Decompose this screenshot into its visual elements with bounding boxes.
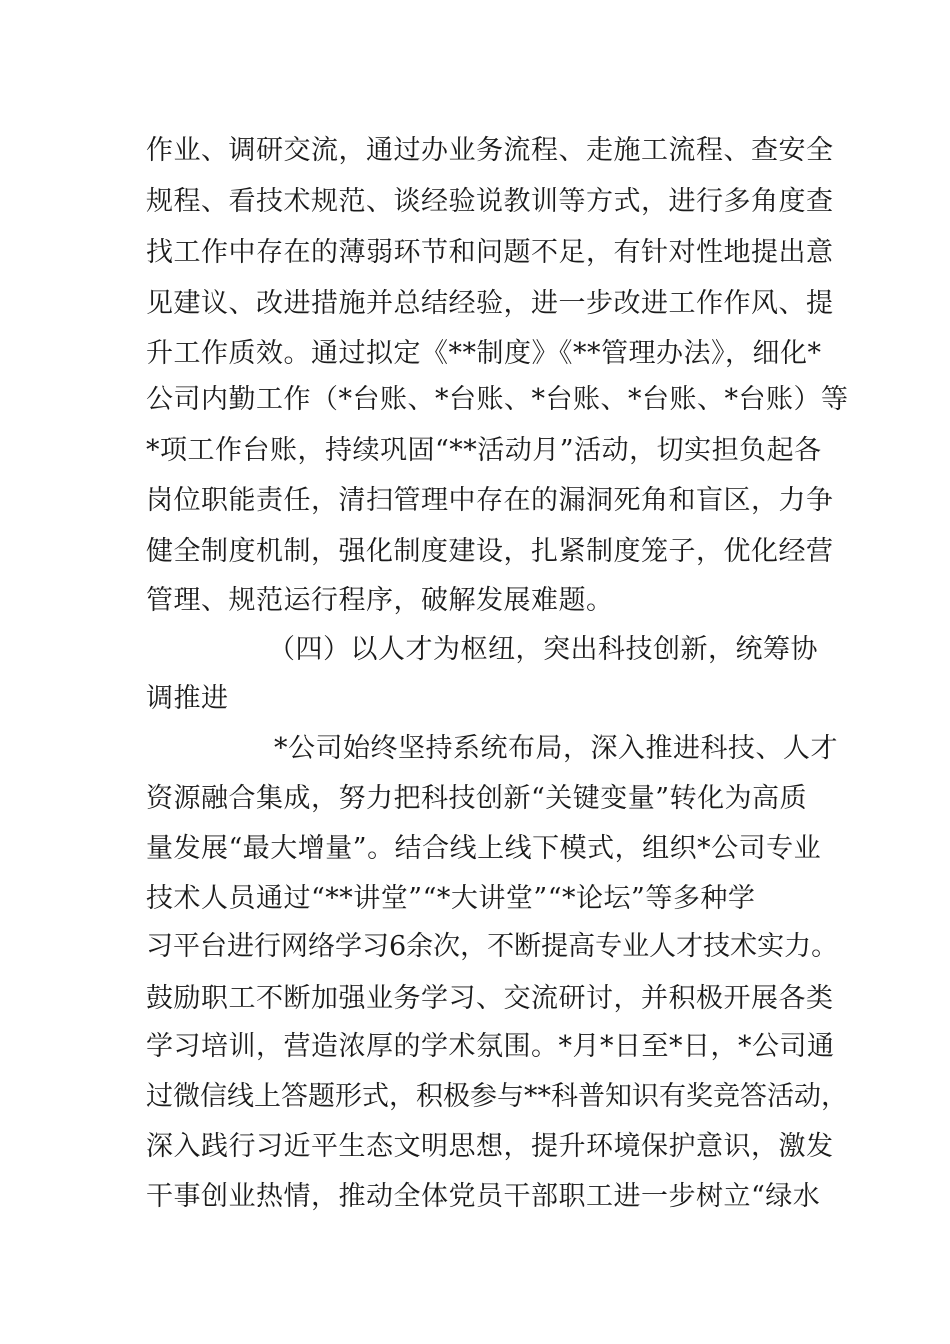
section-heading-line-1: （四）以人才为枢纽，突出科技创新，统筹协 — [268, 634, 818, 665]
paragraph-line-13: 量发展“最大增量”。结合线上线下模式，组织*公司专业 — [146, 833, 822, 864]
paragraph-line-6: 公司内勤工作（*台账、*台账、*台账、*台账、*台账）等 — [146, 384, 849, 415]
paragraph-line-11: *公司始终坚持系统布局，深入推进科技、人才 — [274, 733, 838, 764]
paragraph-line-9: 健全制度机制，强化制度建设，扎紧制度笼子，优化经营 — [146, 536, 834, 567]
paragraph-line-4: 见建议、改进措施并总结经验，进一步改进工作作风、提 — [146, 288, 834, 319]
paragraph-line-19: 深入践行习近平生态文明思想，提升环境保护意识，激发 — [146, 1131, 834, 1162]
paragraph-line-17: 学习培训，营造浓厚的学术氛围。*月*日至*日，*公司通 — [146, 1031, 835, 1062]
paragraph-line-15: 习平台进行网络学习6余次，不断提高专业人才技术实力。 — [146, 931, 839, 962]
paragraph-line-10: 管理、规范运行程序，破解发展难题。 — [146, 585, 614, 616]
section-heading-line-2: 调推进 — [146, 683, 229, 714]
paragraph-line-18: 过微信线上答题形式，积极参与**科普知识有奖竞答活动， — [146, 1081, 848, 1112]
paragraph-line-5: 升工作质效。通过拟定《**制度》《**管理办法》，细化* — [146, 338, 822, 369]
paragraph-line-20: 干事创业热情，推动全体党员干部职工进一步树立“绿水 — [146, 1181, 821, 1212]
paragraph-line-14: 技术人员通过“**讲堂”“*大讲堂”“*论坛”等多种学 — [146, 883, 756, 914]
paragraph-line-12: 资源融合集成，努力把科技创新“关键变量”转化为高质 — [146, 783, 808, 814]
paragraph-line-8: 岗位职能责任，清扫管理中存在的漏洞死角和盲区，力争 — [146, 485, 834, 516]
paragraph-line-16: 鼓励职工不断加强业务学习、交流研讨，并积极开展各类 — [146, 983, 834, 1014]
paragraph-line-3: 找工作中存在的薄弱环节和问题不足，有针对性地提出意 — [146, 237, 834, 268]
paragraph-line-1: 作业、调研交流，通过办业务流程、走施工流程、查安全 — [146, 135, 834, 166]
paragraph-line-7: *项工作台账，持续巩固“**活动月”活动，切实担负起各 — [146, 435, 822, 466]
paragraph-line-2: 规程、看技术规范、谈经验说教训等方式，进行多角度查 — [146, 186, 834, 217]
